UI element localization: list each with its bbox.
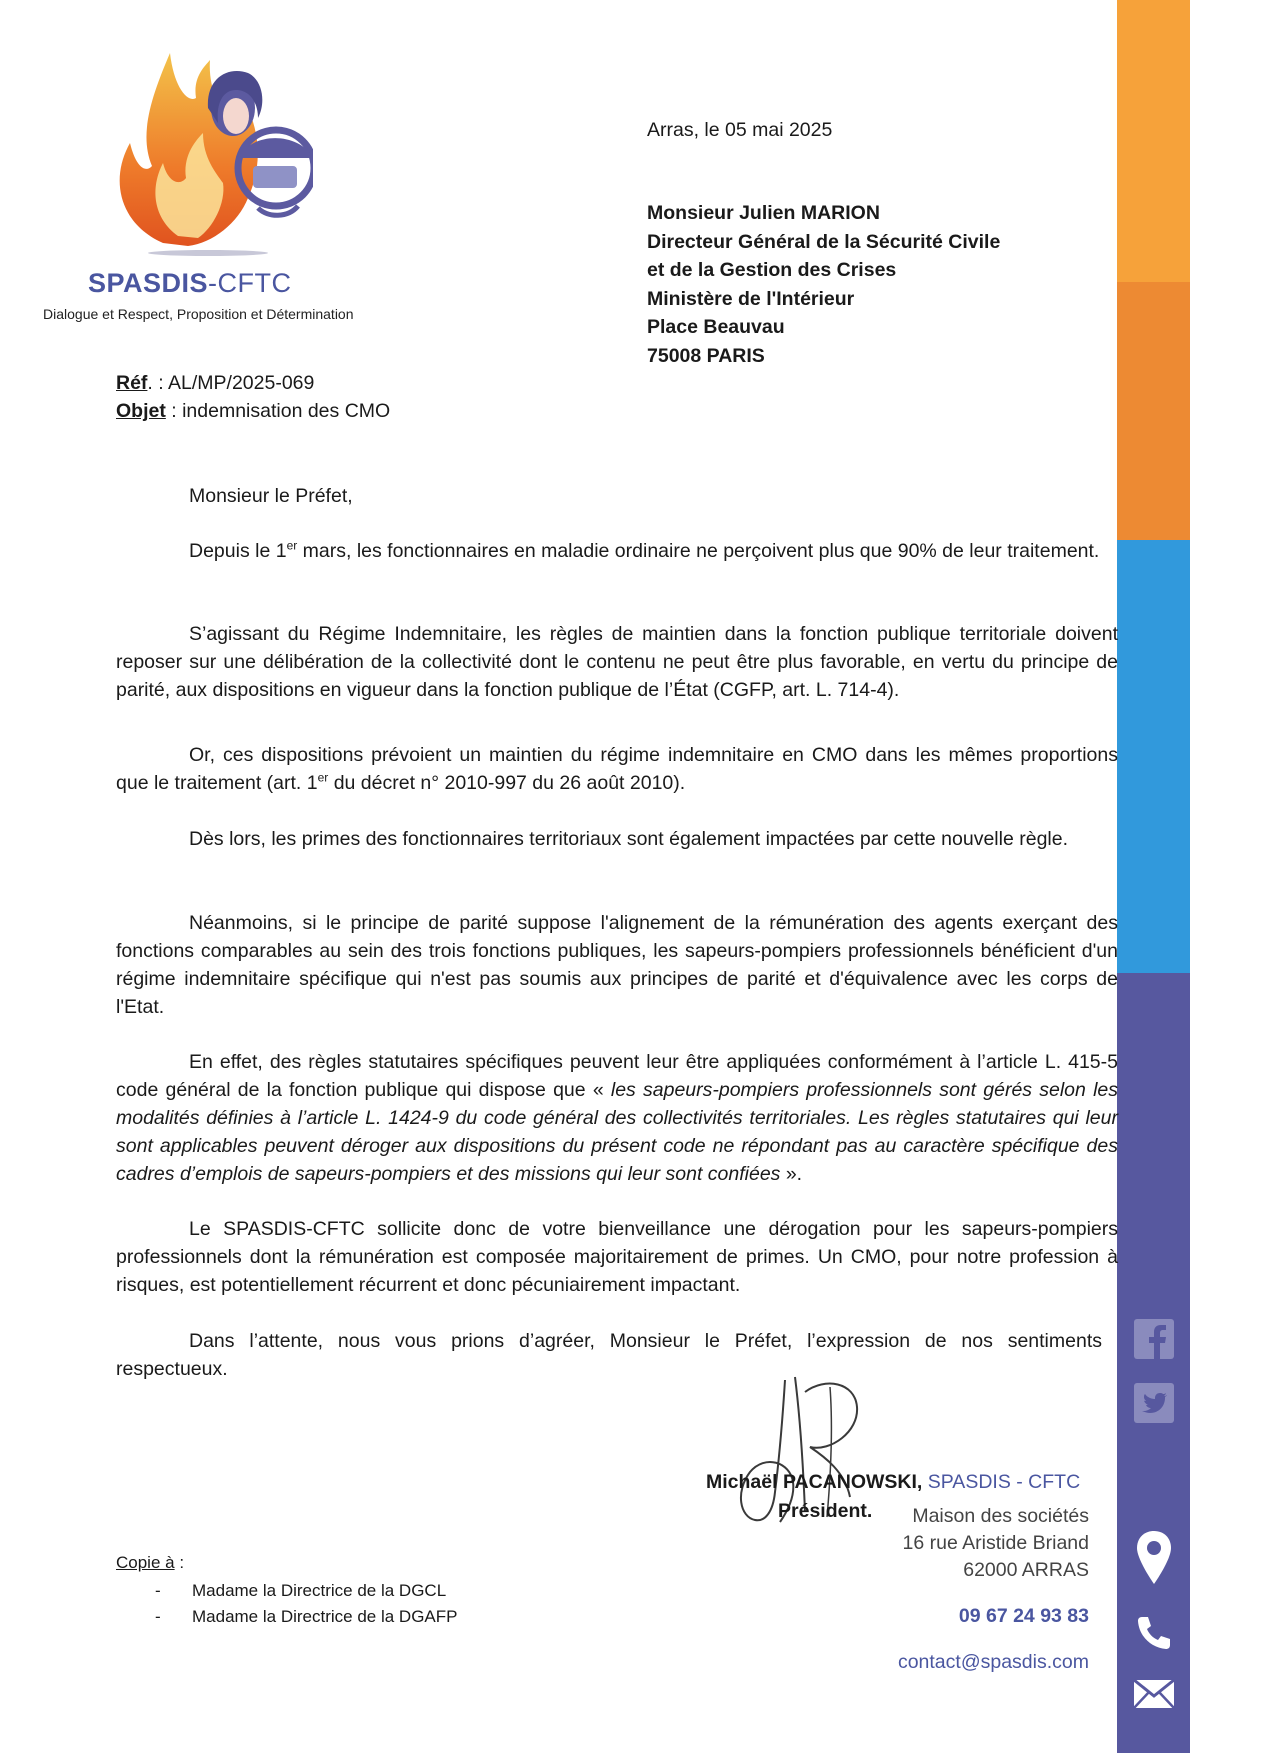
side-band-orange-light — [1117, 0, 1190, 282]
contact-email[interactable]: contact@spasdis.com — [897, 1651, 1089, 1673]
side-band-blue — [1117, 540, 1190, 973]
logo-tagline: Dialogue et Respect, Proposition et Détermination — [43, 306, 354, 322]
paragraph-3: Or, ces dispositions prévoient un maintien du régime indemnitaire en CMO dans les mêmes proportions que le traitement (art. 1er du décret n° 2010-997 du 26 août 2010). — [116, 744, 1118, 794]
twitter-icon[interactable] — [1133, 1382, 1175, 1424]
paragraph-4: Dès lors, les primes des fonctionnaires territoriaux sont également impactées par cette nouvelle règle. — [189, 828, 1069, 850]
address-line-3: 62000 ARRAS — [963, 1559, 1089, 1581]
logo-name: SPASDIS-CFTC — [88, 268, 292, 298]
recipient-city: 75008 PARIS — [647, 344, 765, 367]
copies-heading: Copie à : — [116, 1553, 185, 1572]
paragraph-8: Dans l’attente, nous vous prions d’agréer, Monsieur le Préfet, l’expression de nos sentiments respectueux. — [116, 1330, 1102, 1380]
subject-line — [116, 397, 390, 425]
reference-value: . : AL/MP/2025-069 — [147, 372, 315, 394]
copies-list — [155, 1578, 457, 1630]
paragraph-7: Le SPASDIS-CFTC sollicite donc de votre bienveillance une dérogation pour les sapeurs-pompiers professionnels dont la rémunération est composée majoritairement de primes. Un CMO, pour notre profession à risques, est potentiellement récurrent et donc pécuniairement impactant. — [116, 1218, 1118, 1296]
recipient-name: Monsieur Julien MARION — [647, 202, 880, 224]
subject-value: : indemnisation des CMO — [165, 400, 391, 422]
subject-label: Objet — [116, 400, 166, 422]
paragraph-6: En effet, des règles statutaires spécifiques peuvent leur être appliquées conformément à l’article L. 415-5 code général de la fonction publique qui dispose que « les sapeurs-pompiers professionnels sont gérés selon les modalités définies à l’article L. 1424-9 du code général des collectivités territoriales. Les règles statutaires qui leur sont applicables peuvent déroger aux dispositions du présent code ne répondant pas au caractère spécifique des cadres d’emplois de sapeurs-pompiers et des missions qui leur sont confiées ». — [116, 1051, 1119, 1185]
contact-phone[interactable]: 09 67 24 93 83 — [958, 1605, 1089, 1627]
flame-logo-icon — [108, 48, 313, 263]
copies-label: Copie à — [116, 1553, 175, 1572]
recipient-title: Directeur Général de la Sécurité Civile — [647, 230, 1001, 253]
recipient-address: Place Beauvau — [647, 316, 785, 339]
recipient-block — [647, 199, 1000, 371]
phone-icon — [1133, 1612, 1175, 1654]
location-pin-icon — [1133, 1528, 1175, 1588]
date-line: Arras, le 05 mai 2025 — [647, 119, 833, 141]
side-band-orange — [1117, 282, 1190, 540]
paragraph-2: S’agissant du Régime Indemnitaire, les règles de maintien dans la fonction publique territoriale doivent reposer sur une délibération de la collectivité dont le contenu ne peut être plus favorable, en vertu du principe de parité, aux dispositions en vigueur dans la fonction publique de l’État (CGFP, art. L. 714-4). — [116, 623, 1118, 701]
copies-item: - Madame la Directrice de la DGCL — [155, 1581, 447, 1600]
reference-line — [116, 369, 314, 397]
address-line-1: Maison des sociétés — [912, 1505, 1089, 1527]
signatory-title: Président. — [778, 1500, 873, 1522]
salutation: Monsieur le Préfet, — [189, 485, 353, 507]
reference-label: Réf — [116, 372, 148, 394]
contact-address — [903, 1503, 1089, 1584]
signatory — [706, 1468, 1080, 1496]
signatory-org: SPASDIS - CFTC — [922, 1471, 1081, 1493]
recipient-title-2: et de la Gestion des Crises — [647, 259, 897, 282]
mail-icon — [1133, 1676, 1175, 1712]
paragraph-1: Depuis le 1er mars, les fonctionnaires en maladie ordinaire ne perçoivent plus que 90% de leur traitement. — [189, 538, 1100, 562]
copies-item: - Madame la Directrice de la DGAFP — [155, 1607, 458, 1626]
recipient-ministry: Ministère de l'Intérieur — [647, 287, 855, 310]
signatory-name: Michaël PACANOWSKI, — [706, 1471, 923, 1493]
paragraph-5: Néanmoins, si le principe de parité suppose l'alignement de la rémunération des agents exerçant des fonctions comparables au sein des trois fonctions publiques, les sapeurs-pompiers professionnels bénéficient d'un régime indemnitaire spécifique qui n'est pas soumis aux principes de parité et d'équivalence avec les corps de l'Etat. — [116, 912, 1118, 1018]
facebook-icon[interactable] — [1133, 1318, 1175, 1360]
address-line-2: 16 rue Aristide Briand — [902, 1532, 1089, 1554]
